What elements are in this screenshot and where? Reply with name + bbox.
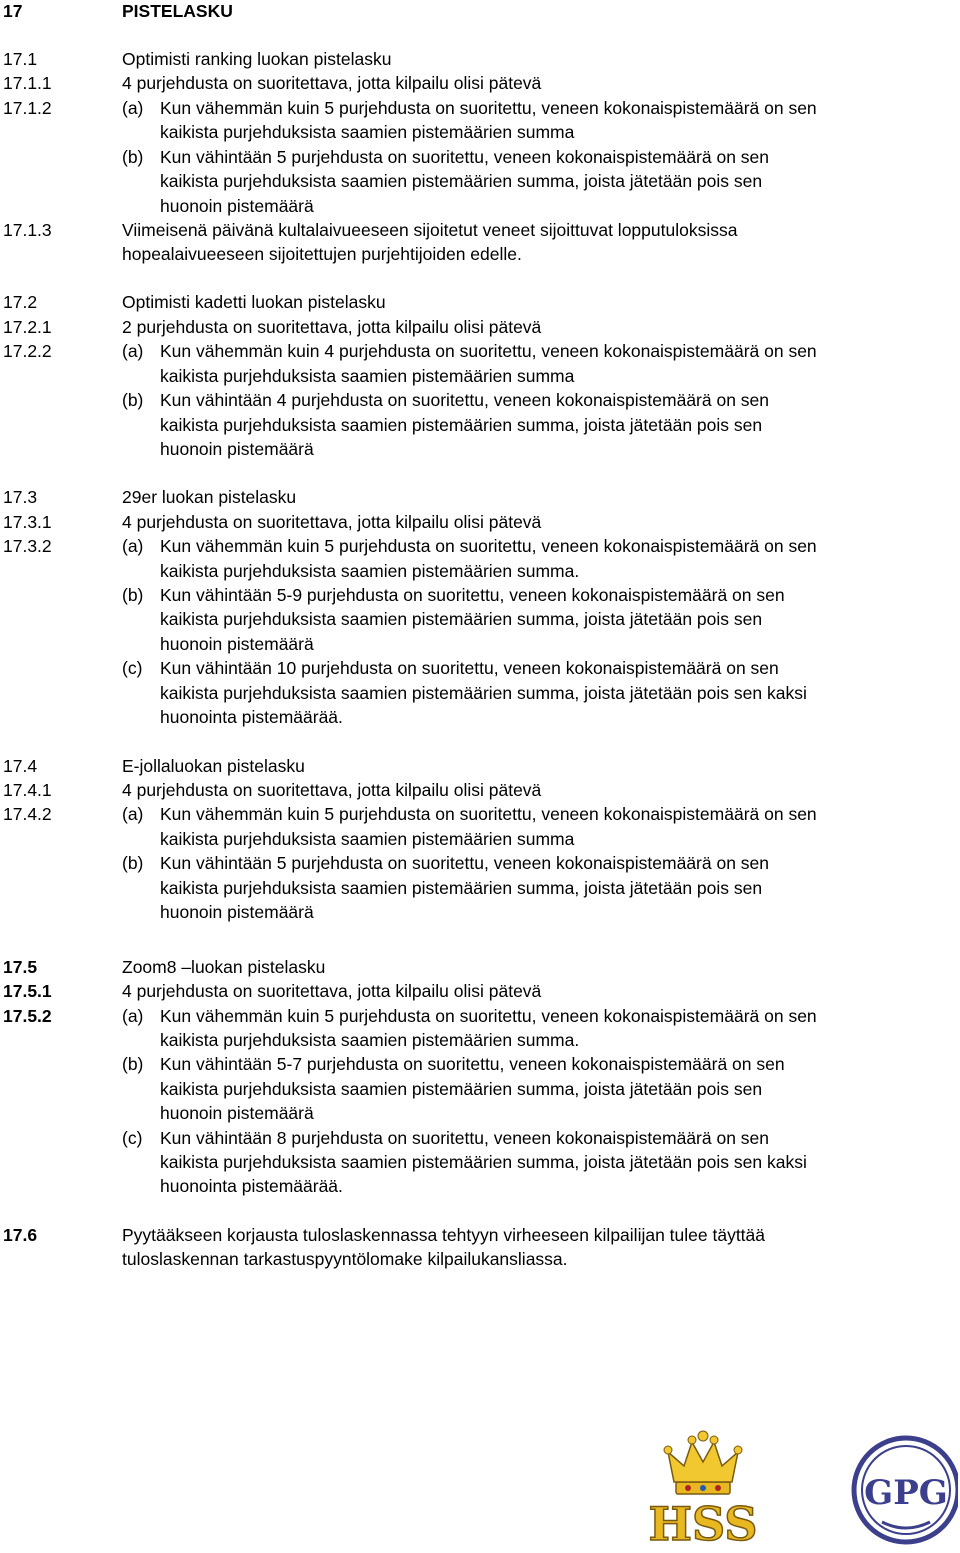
item-text: Kun vähintään 5-9 purjehdusta on suoritettu, veneen kokonaispistemäärä on sen (160, 585, 785, 605)
item-text: huonoin pistemäärä (160, 1103, 314, 1123)
item-text: kaikista purjehduksista saamien pistemäärien summa (160, 366, 575, 386)
rule-number: 17.1.2 (3, 98, 52, 118)
item-label: (a) (122, 536, 144, 556)
item-label: (a) (122, 804, 144, 824)
item-text: kaikista purjehduksista saamien pistemäärien summa, joista jätetään pois sen (160, 609, 763, 629)
rule-text: hopealaivueeseen sijoitettujen purjehtijoiden edelle. (122, 244, 522, 264)
rule-text: 4 purjehdusta on suoritettava, jotta kilpailu olisi pätevä (122, 512, 542, 532)
item-text: kaikista purjehduksista saamien pistemäärien summa. (160, 561, 580, 581)
item-text: kaikista purjehduksista saamien pistemäärien summa, joista jätetään pois sen kaksi (160, 683, 807, 703)
item-label: (b) (122, 390, 144, 410)
item-text: Kun vähemmän kuin 4 purjehdusta on suoritettu, veneen kokonaispistemäärä on sen (160, 341, 817, 361)
crown-icon (638, 1430, 768, 1546)
section-title: E-jollaluokan pistelasku (122, 756, 305, 776)
item-text: kaikista purjehduksista saamien pistemäärien summa (160, 829, 575, 849)
section-number: 17.2 (3, 292, 38, 312)
section-title: 29er luokan pistelasku (122, 487, 297, 507)
item-text: Kun vähintään 5 purjehdusta on suoritettu, veneen kokonaispistemäärä on sen (160, 853, 770, 873)
item-label: (a) (122, 1006, 144, 1026)
item-text: kaikista purjehduksista saamien pistemäärien summa, joista jätetään pois sen kaksi (160, 1152, 807, 1172)
rule-number: 17.3.1 (3, 512, 52, 532)
item-text: Kun vähemmän kuin 5 purjehdusta on suoritettu, veneen kokonaispistemäärä on sen (160, 98, 817, 118)
section-number: 17.1 (3, 49, 38, 69)
item-text: Kun vähemmän kuin 5 purjehdusta on suoritettu, veneen kokonaispistemäärä on sen (160, 804, 817, 824)
hss-logo (638, 1430, 768, 1546)
item-text: kaikista purjehduksista saamien pistemäärien summa. (160, 1030, 580, 1050)
item-text: kaikista purjehduksista saamien pistemäärien summa, joista jätetään pois sen (160, 171, 763, 191)
rule-number: 17.2.1 (3, 317, 52, 337)
item-text: huonoin pistemäärä (160, 439, 314, 459)
section-title: Optimisti kadetti luokan pistelasku (122, 292, 386, 312)
rule-number: 17.5.2 (3, 1006, 52, 1026)
heading-title: PISTELASKU (122, 1, 233, 21)
item-label: (b) (122, 147, 144, 167)
item-label: (c) (122, 1128, 143, 1148)
item-text: kaikista purjehduksista saamien pistemäärien summa, joista jätetään pois sen (160, 415, 763, 435)
item-label: (a) (122, 98, 144, 118)
rule-number: 17.3.2 (3, 536, 52, 556)
heading-number: 17 (3, 1, 23, 21)
item-text: huonointa pistemäärää. (160, 707, 343, 727)
item-label: (b) (122, 1054, 144, 1074)
gpg-logo (848, 1430, 958, 1546)
section-text: tuloslaskennan tarkastuspyyntölomake kilpailukansliassa. (122, 1249, 568, 1269)
item-text: huonoin pistemäärä (160, 634, 314, 654)
item-label: (c) (122, 658, 143, 678)
rule-text: 2 purjehdusta on suoritettava, jotta kilpailu olisi pätevä (122, 317, 542, 337)
item-label: (b) (122, 853, 144, 873)
rule-text: Viimeisenä päivänä kultalaivueeseen sijoitetut veneet sijoittuvat lopputuloksissa (122, 220, 738, 240)
rule-number: 17.2.2 (3, 341, 52, 361)
item-text: Kun vähintään 5-7 purjehdusta on suoritettu, veneen kokonaispistemäärä on sen (160, 1054, 785, 1074)
item-label: (b) (122, 585, 144, 605)
section-title: Zoom8 –luokan pistelasku (122, 957, 326, 977)
item-text: kaikista purjehduksista saamien pistemäärien summa (160, 122, 575, 142)
item-text: Kun vähintään 8 purjehdusta on suoritettu, veneen kokonaispistemäärä on sen (160, 1128, 770, 1148)
item-text: huonoin pistemäärä (160, 196, 314, 216)
gpg-emblem-icon (848, 1430, 958, 1546)
section-number: 17.6 (3, 1225, 38, 1245)
item-text: kaikista purjehduksista saamien pistemäärien summa, joista jätetään pois sen (160, 878, 763, 898)
item-text: Kun vähemmän kuin 5 purjehdusta on suoritettu, veneen kokonaispistemäärä on sen (160, 1006, 817, 1026)
section-title: Optimisti ranking luokan pistelasku (122, 49, 392, 69)
rule-text: 4 purjehdusta on suoritettava, jotta kilpailu olisi pätevä (122, 73, 542, 93)
section-text: Pyytääkseen korjausta tuloslaskennassa tehtyyn virheeseen kilpailijan tulee täyttää (122, 1225, 766, 1245)
hss-logo-text: HSS (648, 1497, 758, 1546)
item-text: kaikista purjehduksista saamien pistemäärien summa, joista jätetään pois sen (160, 1079, 763, 1099)
section-number: 17.4 (3, 756, 38, 776)
rule-number: 17.1.3 (3, 220, 52, 240)
rule-number: 17.1.1 (3, 73, 52, 93)
rule-text: 4 purjehdusta on suoritettava, jotta kilpailu olisi pätevä (122, 981, 542, 1001)
rule-number: 17.4.2 (3, 804, 52, 824)
item-label: (a) (122, 341, 144, 361)
item-text: huonointa pistemäärää. (160, 1176, 343, 1196)
rule-number: 17.4.1 (3, 780, 52, 800)
item-text: Kun vähintään 10 purjehdusta on suoritettu, veneen kokonaispistemäärä on sen (160, 658, 779, 678)
item-text: Kun vähemmän kuin 5 purjehdusta on suoritettu, veneen kokonaispistemäärä on sen (160, 536, 817, 556)
rule-text: 4 purjehdusta on suoritettava, jotta kilpailu olisi pätevä (122, 780, 542, 800)
section-number: 17.3 (3, 487, 38, 507)
section-number: 17.5 (3, 957, 38, 977)
gpg-logo-text: GPG (864, 1473, 948, 1513)
item-text: Kun vähintään 5 purjehdusta on suoritettu, veneen kokonaispistemäärä on sen (160, 147, 770, 167)
item-text: huonoin pistemäärä (160, 902, 314, 922)
rule-number: 17.5.1 (3, 981, 52, 1001)
item-text: Kun vähintään 4 purjehdusta on suoritettu, veneen kokonaispistemäärä on sen (160, 390, 770, 410)
